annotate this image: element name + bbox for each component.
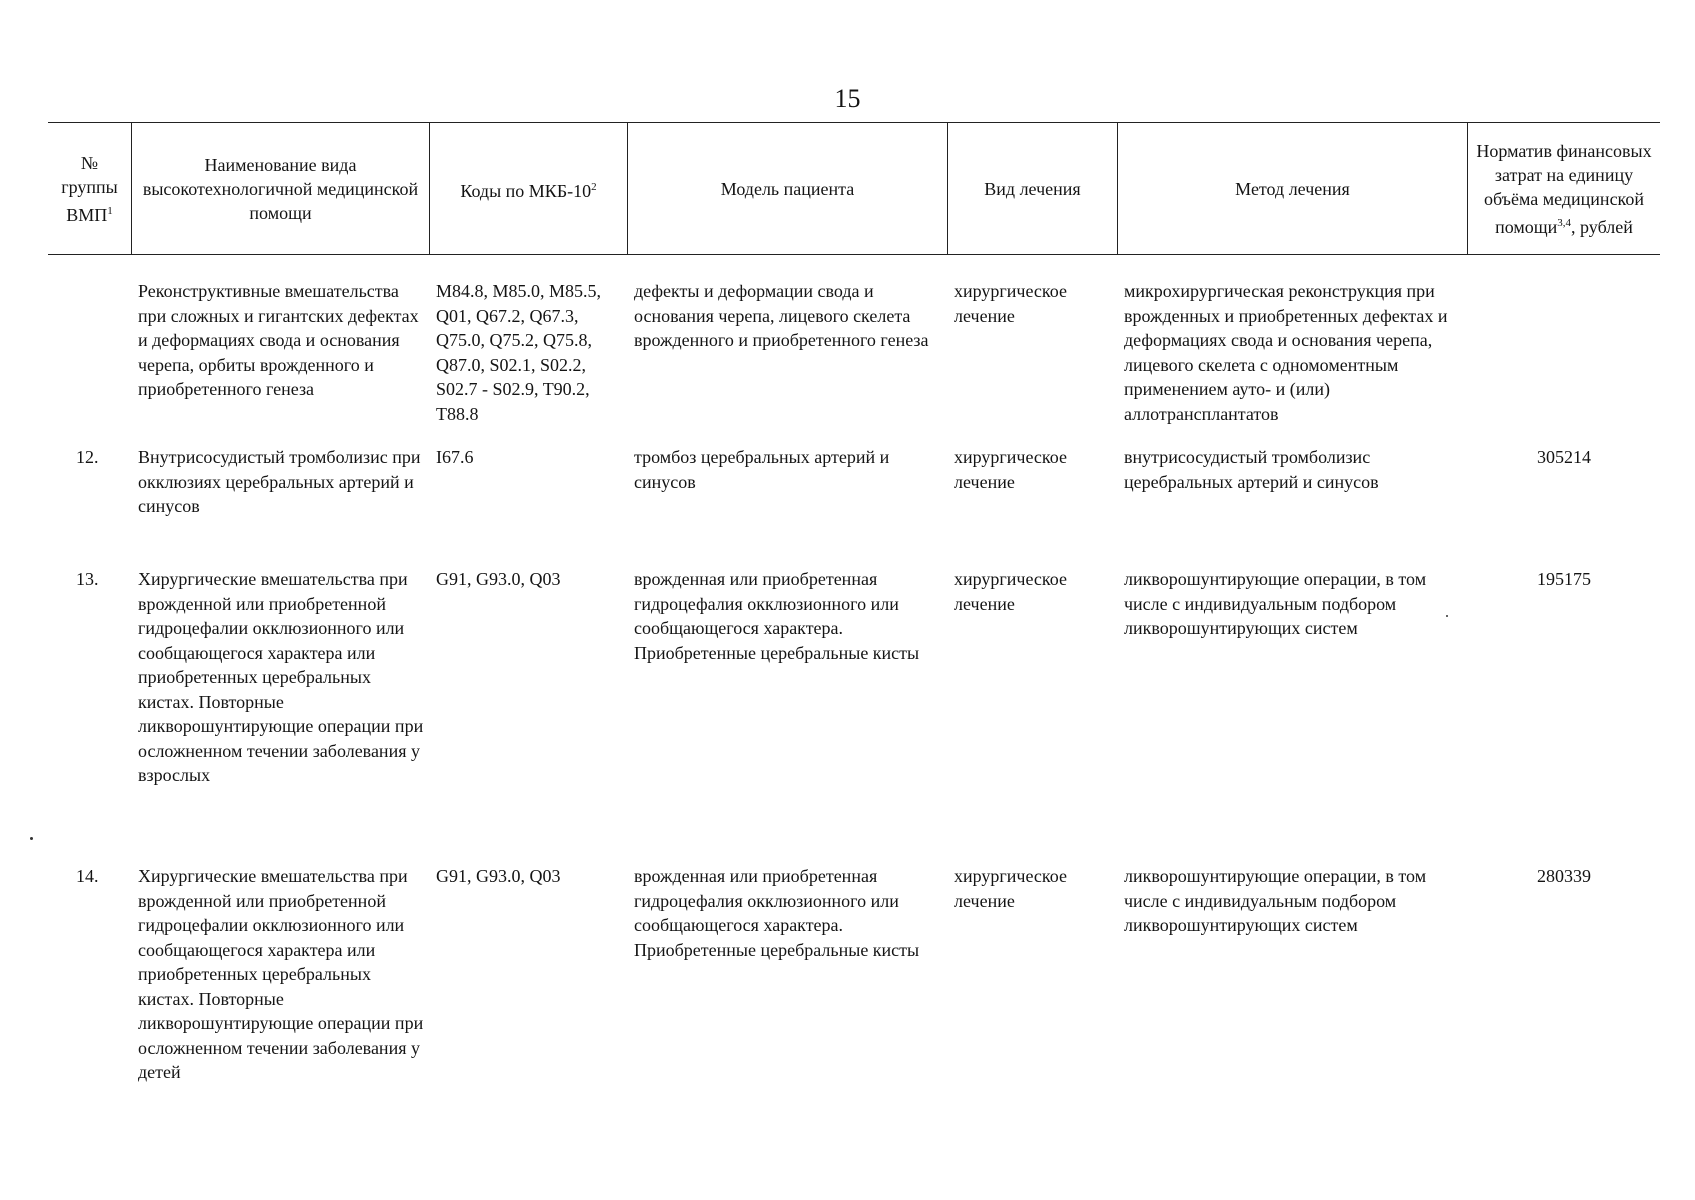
table-body xyxy=(48,255,1660,1124)
row-cost xyxy=(1468,279,1660,445)
row-treatment-type: хирургическое лечение xyxy=(954,447,1067,492)
row-patient-model: врожденная или приобретенная гидроцефалия окклюзионного или сообщающегося характера. Приобретенные церебральные кисты xyxy=(634,569,920,663)
header-treatment-method xyxy=(1118,123,1468,254)
vmp-table xyxy=(48,122,1660,1124)
table-row xyxy=(48,445,1660,567)
row-treatment-type: хирургическое лечение xyxy=(954,281,1067,326)
header-care-type xyxy=(132,123,430,254)
row-icd-codes: M84.8, M85.0, M85.5, Q01, Q67.2, Q67.3, Q75.0, Q75.2, Q75.8, Q87.0, S02.1, S02.2, S02.7 - S02.9, T90.2, T88.8 xyxy=(436,281,602,424)
footnote-marker: 2 xyxy=(591,180,597,193)
row-cost: 305214 xyxy=(1537,447,1591,467)
footnote-marker: 1 xyxy=(107,204,113,217)
header-cost-norm xyxy=(1468,123,1660,254)
row-icd-codes: G91, G93.0, Q03 xyxy=(436,866,561,886)
row-treatment-method: ликворошунтирующие операции, в том числе с индивидуальным подбором ликворошунтирующих систем xyxy=(1124,569,1427,638)
row-care-type: Реконструктивные вмешательства при сложных и гигантских дефектах и деформациях свода и основания черепа, орбиты врожденного и приобретенного генеза xyxy=(138,281,419,399)
page-number: 15 xyxy=(834,84,861,113)
row-number: 12. xyxy=(76,447,99,467)
row-number: 13. xyxy=(76,569,99,589)
row-patient-model: тромбоз церебральных артерий и синусов xyxy=(634,447,890,492)
header-patient-model-label: Модель пациента xyxy=(720,178,855,199)
row-patient-model: дефекты и деформации свода и основания черепа, лицевого скелета врожденного и приобретенного генеза xyxy=(634,281,929,350)
row-number xyxy=(48,279,132,445)
row-care-type: Хирургические вмешательства при врожденной или приобретенной гидроцефалии окклюзионного или сообщающегося характера или приобретенных церебральных кистах. Повторные ликворошунтирующие операции при осложненном течении заболевания у детей xyxy=(138,866,424,1082)
header-icd-codes xyxy=(430,123,628,254)
header-treatment-type-label: Вид лечения xyxy=(984,178,1081,199)
row-treatment-method: микрохирургическая реконструкция при врожденных и приобретенных дефектах и деформациях свода и основания черепа, лицевого скелета с одномоментным применением ауто- и (или) аллотрансплантатов xyxy=(1124,281,1448,424)
row-treatment-type: хирургическое лечение xyxy=(954,866,1067,911)
header-group-number-label: № группы ВМП xyxy=(61,152,118,225)
table-row xyxy=(48,255,1660,445)
table-row xyxy=(48,864,1660,1124)
header-treatment-type xyxy=(948,123,1118,254)
row-care-type: Внутрисосудистый тромболизис при окклюзиях церебральных артерий и синусов xyxy=(138,447,421,516)
row-cost: 195175 xyxy=(1537,569,1591,589)
header-cost-norm-suffix: , рублей xyxy=(1571,216,1633,237)
row-treatment-method: ликворошунтирующие операции, в том числе с индивидуальным подбором ликворошунтирующих систем xyxy=(1124,866,1427,935)
table-row xyxy=(48,567,1660,864)
header-icd-codes-label: Коды по МКБ-10 xyxy=(460,180,592,201)
header-patient-model xyxy=(628,123,948,254)
header-treatment-method-label: Метод лечения xyxy=(1235,178,1350,199)
row-care-type: Хирургические вмешательства при врожденной или приобретенной гидроцефалии окклюзионного или сообщающегося характера или приобретенных церебральных кистах. Повторные ликворошунтирующие операции при осложненном течении заболевания у взрослых xyxy=(138,569,424,785)
row-icd-codes: G91, G93.0, Q03 xyxy=(436,569,561,589)
row-cost: 280339 xyxy=(1537,866,1591,886)
row-icd-codes: I67.6 xyxy=(436,447,474,467)
row-number: 14. xyxy=(76,866,99,886)
table-header xyxy=(48,122,1660,255)
row-treatment-type: хирургическое лечение xyxy=(954,569,1067,614)
header-care-type-label: Наименование вида высокотехнологичной медицинской помощи xyxy=(142,154,419,223)
scan-speck xyxy=(30,837,33,840)
header-cost-norm-label: Норматив финансовых затрат на единицу объёма медицинской помощи xyxy=(1476,140,1652,237)
row-treatment-method: внутрисосудистый тромболизис церебральных артерий и синусов xyxy=(1124,447,1379,492)
scan-speck xyxy=(1446,615,1448,617)
header-group-number xyxy=(48,123,132,254)
row-patient-model: врожденная или приобретенная гидроцефалия окклюзионного или сообщающегося характера. Приобретенные церебральные кисты xyxy=(634,866,920,960)
footnote-marker: 3,4 xyxy=(1557,216,1572,229)
